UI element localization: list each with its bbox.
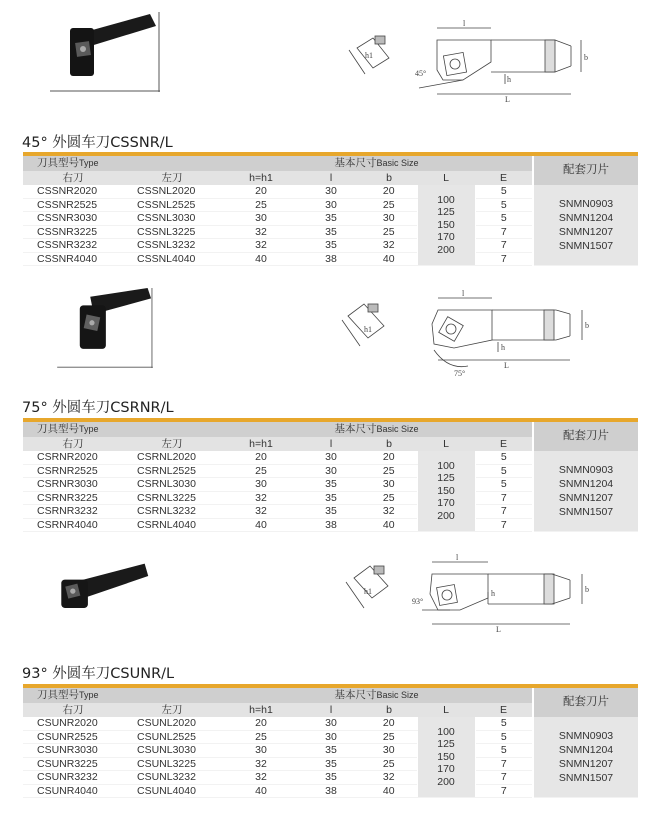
col-h: h=h1: [221, 171, 301, 185]
dim-h-label: h: [507, 75, 511, 84]
section-title: 45° 外圆车刀CSSNR/L: [22, 135, 173, 151]
col-b: b: [361, 171, 417, 185]
table-row: CSSNR4040 CSSNL4040 40 38 40 7: [23, 252, 638, 266]
toolholder-drawing: [345, 18, 605, 118]
table-row: CSUNR3225 CSUNL3225 32 35 25 7: [23, 757, 638, 771]
angle-label: 45°: [415, 69, 427, 78]
table-row: CSUNR4040 CSUNL4040 40 38 40 7: [23, 784, 638, 798]
col-l: l: [301, 171, 361, 185]
col-E: E: [475, 703, 533, 717]
col-left: 左刀: [123, 437, 221, 451]
col-h: h=h1: [221, 703, 301, 717]
header-basic-size: 基本尺寸Basic Size: [221, 688, 533, 703]
dim-b-label: b: [585, 321, 589, 330]
col-left: 左刀: [123, 171, 221, 185]
col-l: l: [301, 703, 361, 717]
dim-l-label: l: [456, 553, 459, 562]
table-row: CSSNR2525 CSSNL2525 25 30 25 5: [23, 198, 638, 212]
insert-list: SNMN0903 SNMN1204 SNMN1207 SNMN1507: [533, 717, 638, 798]
table-row: CSRNR3232 CSRNL3232 32 35 32 7: [23, 505, 638, 519]
toolholder-drawing: [338, 290, 608, 382]
header-insert: 配套刀片: [533, 422, 638, 451]
col-right: 右刀: [23, 171, 123, 185]
col-right: 右刀: [23, 437, 123, 451]
col-L: L: [417, 703, 475, 717]
toolholder-drawing: [338, 552, 608, 642]
table-row: CSSNR3030 CSSNL3030 30 35 30 5: [23, 212, 638, 226]
insert-list: SNMN0903 SNMN1204 SNMN1207 SNMN1507: [533, 185, 638, 266]
table-row: CSSNR3232 CSSNL3232 32 35 32 7: [23, 239, 638, 253]
dim-l-label: l: [462, 290, 465, 298]
col-L: L: [417, 437, 475, 451]
table-row: CSRNR2525 CSRNL2525 25 30 25 5: [23, 464, 638, 478]
dim-L-label: L: [504, 361, 509, 370]
table-row: CSRNR2020 CSRNL2020 20 30 20 100 125 150 170 200 5 SNMN0903 SNMN1204 SNMN1207 SNMN1507: [23, 451, 638, 464]
col-E: E: [475, 437, 533, 451]
table-row: CSRNR3030 CSRNL3030 30 35 30 5: [23, 478, 638, 492]
header-basic-size: 基本尺寸Basic Size: [221, 156, 533, 171]
col-b: b: [361, 437, 417, 451]
insert-list: SNMN0903 SNMN1204 SNMN1207 SNMN1507: [533, 451, 638, 532]
L-values: 100 125 150 170 200: [417, 451, 475, 532]
section-title: 75° 外圆车刀CSRNR/L: [22, 400, 174, 416]
L-values: 100 125 150 170 200: [417, 717, 475, 798]
header-basic-size: 基本尺寸Basic Size: [221, 422, 533, 437]
dim-h1-label: h1: [365, 51, 373, 60]
L-values: 100 125 150 170 200: [417, 185, 475, 266]
dim-h1-label: h1: [364, 325, 372, 334]
dim-h1-label: h1: [364, 587, 372, 596]
dim-h-label: h: [501, 343, 505, 352]
dim-L-label: L: [496, 625, 501, 634]
table-row: CSSNR3225 CSSNL3225 32 35 25 7: [23, 225, 638, 239]
col-l: l: [301, 437, 361, 451]
dim-b-label: b: [584, 53, 588, 62]
table-row: CSRNR3225 CSRNL3225 32 35 25 7: [23, 491, 638, 505]
header-tool-model: 刀具型号Type: [23, 688, 221, 703]
header-insert: 配套刀片: [533, 688, 638, 717]
angle-label: 75°: [454, 369, 466, 378]
spec-table: [23, 418, 638, 532]
spec-table: [23, 152, 638, 266]
table-row: CSUNR2020 CSUNL2020 20 30 20 100 125 150 170 200 5 SNMN0903 SNMN1204 SNMN1207 SNMN1507: [23, 717, 638, 730]
col-E: E: [475, 171, 533, 185]
header-tool-model: 刀具型号Type: [23, 422, 221, 437]
spec-table: [23, 684, 638, 798]
col-h: h=h1: [221, 437, 301, 451]
col-b: b: [361, 703, 417, 717]
table-row: CSUNR2525 CSUNL2525 25 30 25 5: [23, 730, 638, 744]
dim-h-label: h: [491, 589, 495, 598]
section-title: 93° 外圆车刀CSUNR/L: [22, 666, 175, 682]
toolholder-photo: [50, 12, 160, 92]
col-left: 左刀: [123, 703, 221, 717]
toolholder-photo: [50, 288, 160, 368]
dim-b-label: b: [585, 585, 589, 594]
table-row: CSUNR3232 CSUNL3232 32 35 32 7: [23, 771, 638, 785]
angle-label: 93°: [412, 597, 424, 606]
table-row: CSRNR4040 CSRNL4040 40 38 40 7: [23, 518, 638, 532]
table-row: CSUNR3030 CSUNL3030 30 35 30 5: [23, 744, 638, 758]
dim-l-label: l: [463, 19, 466, 28]
toolholder-photo: [40, 552, 150, 632]
header-tool-model: 刀具型号Type: [23, 156, 221, 171]
col-L: L: [417, 171, 475, 185]
col-right: 右刀: [23, 703, 123, 717]
dim-L-label: L: [505, 95, 510, 104]
table-row: CSSNR2020 CSSNL2020 20 30 20 100 125 150 170 200 5 SNMN0903 SNMN1204 SNMN1207 SNMN1507: [23, 185, 638, 198]
header-insert: 配套刀片: [533, 156, 638, 185]
